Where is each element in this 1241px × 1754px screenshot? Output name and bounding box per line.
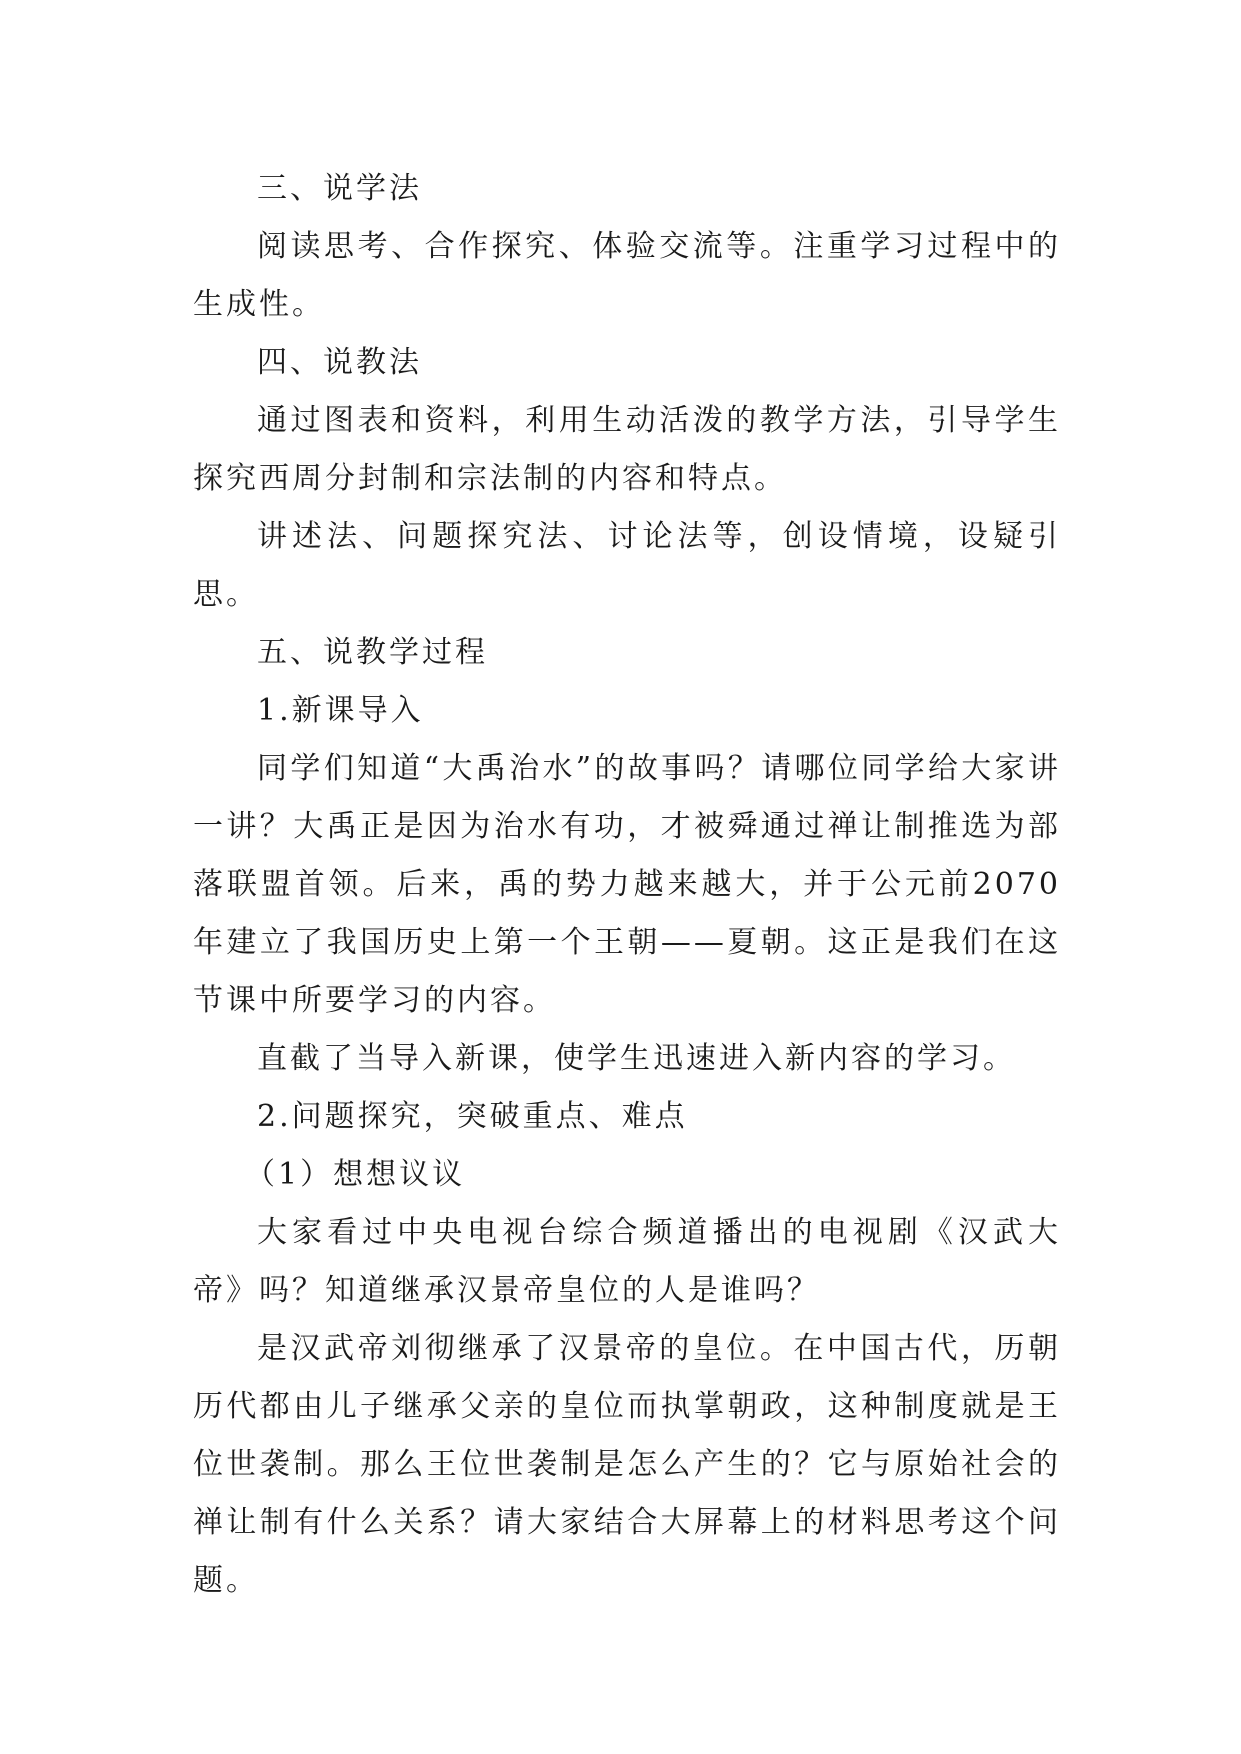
section-heading-study-methods: 三、说学法 xyxy=(257,171,422,206)
section-heading-teaching-methods: 四、说教法 xyxy=(257,345,422,380)
paragraph-study-methods: 阅读思考、合作探究、体验交流等。注重学习过程中的生成性。 xyxy=(193,229,1061,322)
subheading-problem-inquiry: 2.问题探究，突破重点、难点 xyxy=(257,1099,688,1134)
paragraph-intro-summary: 直截了当导入新课，使学生迅速进入新内容的学习。 xyxy=(257,1041,1016,1076)
paragraph-teaching-methods: 通过图表和资料，利用生动活泼的教学方法，引导学生探究西周分封制和宗法制的内容和特点。 xyxy=(193,403,1061,496)
section-heading-teaching-process: 五、说教学过程 xyxy=(257,635,488,670)
paragraph-tv-drama-question: 大家看过中央电视台综合频道播出的电视剧《汉武大帝》吗？知道继承汉景帝皇位的人是谁吗？ xyxy=(193,1215,1061,1308)
document-body xyxy=(193,160,1061,1610)
subheading-new-lesson-intro: 1.新课导入 xyxy=(257,693,424,728)
paragraph-teaching-methods-list: 讲述法、问题探究法、讨论法等，创设情境，设疑引思。 xyxy=(193,519,1061,612)
paragraph-hereditary-system: 是汉武帝刘彻继承了汉景帝的皇位。在中国古代，历朝历代都由儿子继承父亲的皇位而执掌朝政，这种制度就是王位世袭制。那么王位世袭制是怎么产生的？它与原始社会的禅让制有什么关系？请大家结合大屏幕上的材料思考这个问题。 xyxy=(193,1331,1061,1598)
paragraph-dayu-story: 同学们知道“大禹治水”的故事吗？请哪位同学给大家讲一讲？大禹正是因为治水有功，才被舜通过禅让制推选为部落联盟首领。后来，禹的势力越来越大，并于公元前2070年建立了我国历史上第一个王朝——夏朝。这正是我们在这节课中所要学习的内容。 xyxy=(193,751,1061,1018)
subheading-think-discuss: （1）想想议议 xyxy=(245,1157,466,1192)
